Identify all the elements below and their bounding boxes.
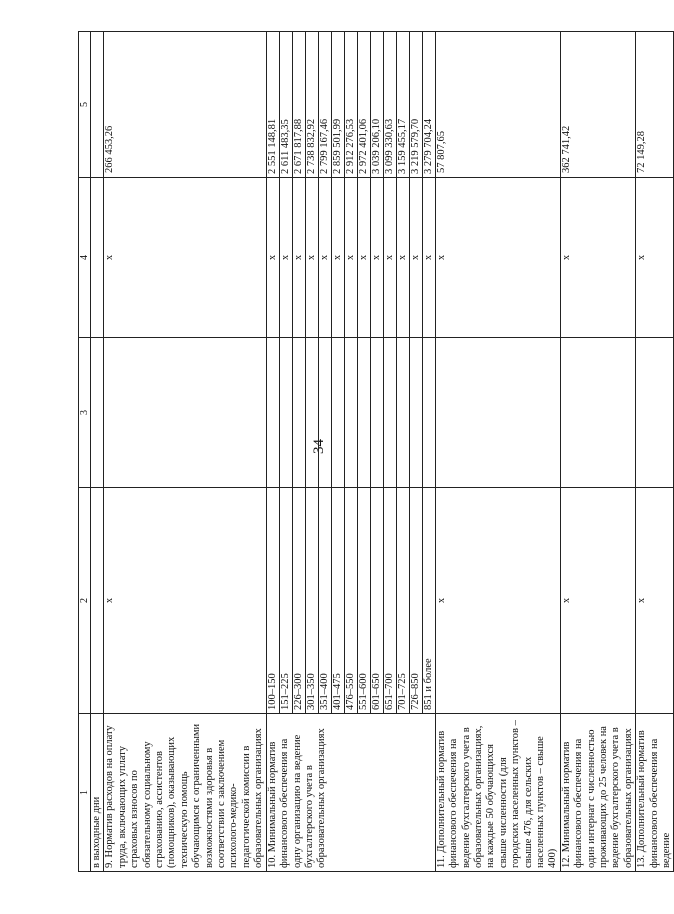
row13-col4: х: [636, 178, 674, 338]
row10-range: 351–400: [318, 488, 331, 714]
row11-col5: 57 807,65: [435, 32, 560, 178]
col-header-2: 2: [79, 488, 91, 714]
table-row-9: [104, 32, 266, 872]
row10-col5: 2 738 832,92: [305, 32, 318, 178]
row10-col5: 2 611 483,35: [279, 32, 292, 178]
row13-label: 13. Дополнительный норматив финансового обеспечения на ведение: [636, 714, 674, 872]
table-row-carry: [91, 32, 104, 872]
row10-col4: х: [357, 178, 370, 338]
row10-col4: х: [422, 178, 435, 338]
row11-col2: х: [435, 488, 560, 714]
table-row-12: [560, 32, 635, 872]
row10-range: 551–600: [357, 488, 370, 714]
table-row-10-0: [266, 32, 279, 872]
row10-col4: х: [292, 178, 305, 338]
row10-col5: 3 219 579,70: [409, 32, 422, 178]
row10-col4: х: [331, 178, 344, 338]
row10-col5: 2 671 817,88: [292, 32, 305, 178]
col-header-5: 5: [79, 32, 91, 178]
row10-col5: 2 912 276,53: [344, 32, 357, 178]
row12-col5: 362 741,42: [560, 32, 635, 178]
row10-col5: 2 859 501,99: [331, 32, 344, 178]
col-header-1: 1: [79, 714, 91, 872]
row10-col5: 2 972 401,06: [357, 32, 370, 178]
row12-label: 12. Минимальный норматив финансового обеспечения на один интернат с численностью проживающих до 25 человек на ведение бухгалтерского учета в образовательных организациях: [560, 714, 635, 872]
header-row: [79, 32, 91, 872]
row10-col4: х: [370, 178, 383, 338]
row10-col4: х: [383, 178, 396, 338]
table-row-13: [636, 32, 674, 872]
row9-col4: х: [104, 178, 266, 338]
row10-col4: х: [305, 178, 318, 338]
table-row-11: [435, 32, 560, 872]
row10-range: 301–350: [305, 488, 318, 714]
row10-col5: 3 279 704,24: [422, 32, 435, 178]
row10-col4: х: [266, 178, 279, 338]
row10-range: 726–850: [409, 488, 422, 714]
rotated-table-container: [78, 32, 672, 872]
row10-col4: х: [279, 178, 292, 338]
row11-col4: х: [435, 178, 560, 338]
row10-col4: х: [318, 178, 331, 338]
row10-col5: 3 159 455,17: [396, 32, 409, 178]
row11-label: 11. Дополнительный норматив финансового обеспечения на ведение бухгалтерского учета в образовательных организациях, на каждые 50 обучающихся свыше численности (для городских населенных пунктов – свыше 476, для сельских населенных пунктов – свыше 400): [435, 714, 560, 872]
row10-range: 100–150: [266, 488, 279, 714]
row10-col4: х: [344, 178, 357, 338]
row10-range: 151–225: [279, 488, 292, 714]
row10-col5: 2 551 148,81: [266, 32, 279, 178]
row10-range: 851 и более: [422, 488, 435, 714]
row10-range: 226–300: [292, 488, 305, 714]
row10-range: 651–700: [383, 488, 396, 714]
carry-text: в выходные дни: [91, 714, 104, 872]
row13-col5: 72 149,28: [636, 32, 674, 178]
row10-range: 401–475: [331, 488, 344, 714]
col-header-3: 3: [79, 338, 91, 488]
row10-col5: 3 039 206,10: [370, 32, 383, 178]
row13-col2: х: [636, 488, 674, 714]
page-number: 34: [311, 439, 327, 454]
row10-col5: 2 799 167,46: [318, 32, 331, 178]
row10-range: 476–550: [344, 488, 357, 714]
norms-table: [78, 31, 674, 872]
row9-col5: 266 453,26: [104, 32, 266, 178]
row9-label: 9. Норматив расходов на оплату труда, включающих уплату страховых взносов по обязательному социальному страхованию, ассистентов (помощников), оказывающих техническую помощь обучающимся с ограниченными возможностями здоровья в соответствии с заключением психолого-медико-педагогической комиссии в образовательных организациях: [104, 714, 266, 872]
row10-range: 701–725: [396, 488, 409, 714]
row12-col4: х: [560, 178, 635, 338]
row10-col4: х: [396, 178, 409, 338]
row10-col5: 3 099 330,63: [383, 32, 396, 178]
row12-col2: х: [560, 488, 635, 714]
col-header-4: 4: [79, 178, 91, 338]
row10-label: 10. Минимальный норматив финансового обеспечения на одну организацию на ведение бухгалтерского учета в образовательных организациях: [266, 714, 435, 872]
row10-col4: х: [409, 178, 422, 338]
row9-col2: х: [104, 488, 266, 714]
row10-range: 601–650: [370, 488, 383, 714]
